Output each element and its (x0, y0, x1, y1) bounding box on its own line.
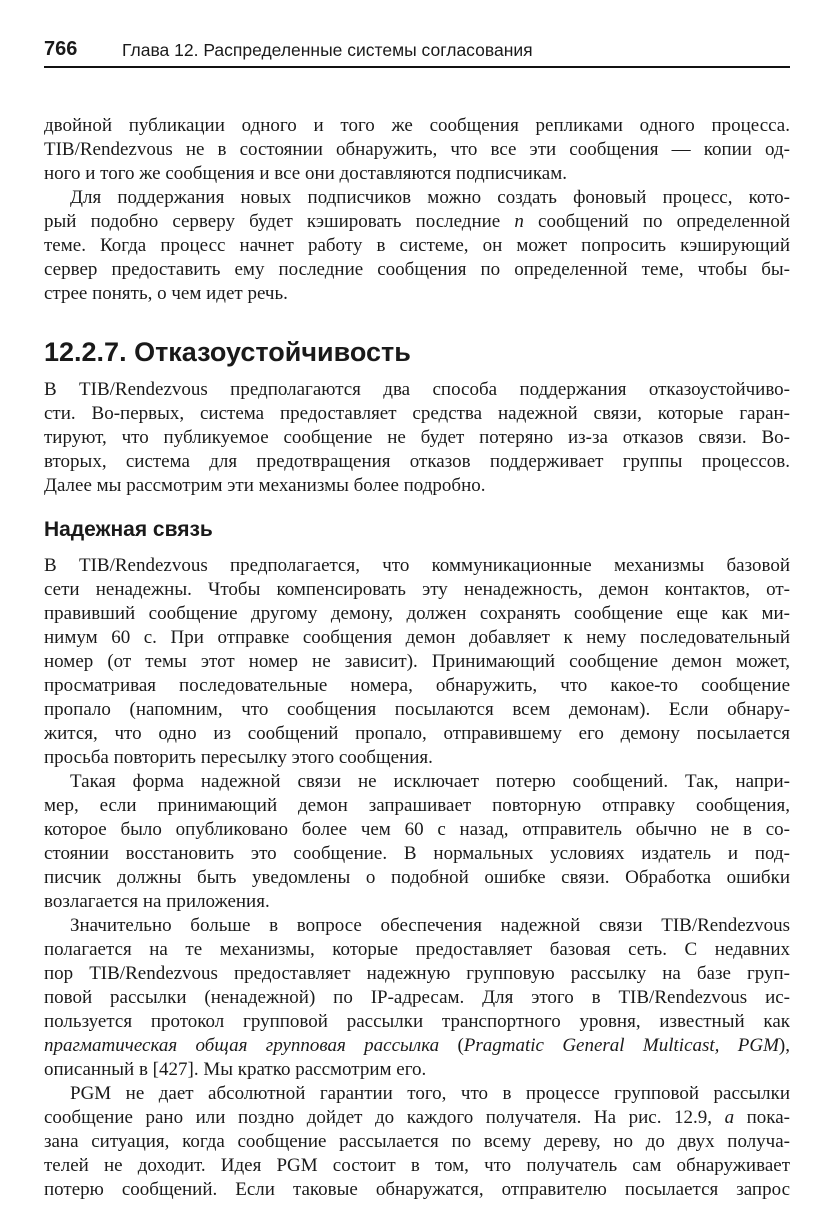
section-heading: 12.2.7. Отказоустойчивость (44, 337, 411, 367)
text-line (44, 114, 790, 138)
text-segment: стоянии восстановить это сообщение. В нормальных условиях издатель и под- (44, 843, 790, 864)
text-line (44, 674, 790, 698)
text-segment: сервер предоставить ему последние сообщения по определенной теме, чтобы бы- (44, 259, 790, 280)
text-line (44, 626, 790, 650)
text-segment: ), (778, 1035, 790, 1056)
text-line (44, 554, 790, 578)
text-line (44, 1058, 790, 1082)
subsection-heading: Надежная связь (44, 518, 213, 541)
text-segment: вторых, система для предотвращения отказов поддерживает группы процессов. (44, 451, 790, 472)
text-line (44, 770, 790, 794)
text-line (44, 450, 790, 474)
italic-text: n (514, 211, 524, 232)
text-line (44, 890, 790, 914)
chapter-title: Глава 12. Распределенные системы согласования (122, 40, 533, 60)
text-line (44, 866, 790, 890)
text-line (44, 818, 790, 842)
text-line (44, 1154, 790, 1178)
text-line (44, 138, 790, 162)
text-segment: пор TIB/Rendezvous предоставляет надежную групповую рассылку на базе груп- (44, 963, 790, 984)
text-line (44, 186, 790, 210)
text-segment: двойной публикации одного и того же сообщения репликами одного процесса. (44, 115, 790, 136)
text-line (44, 1010, 790, 1034)
text-segment: жится, что одно из сообщений пропало, отправившему его демону посылается (44, 723, 790, 744)
text-line (44, 746, 790, 770)
text-segment: зана ситуация, когда сообщение рассылается по всему дереву, но до двух получа- (44, 1131, 790, 1152)
text-segment: рый подобно серверу будет кэшировать последние (44, 211, 515, 232)
italic-text: Pragmatic General Multicast, PGM (463, 1035, 779, 1056)
paragraph (44, 554, 790, 770)
text-segment: PGM не дает абсолютной гарантии того, что в процессе групповой рассылки (70, 1083, 790, 1104)
text-segment: теме. Когда процесс начнет работу в системе, он может попросить кэширующий (44, 235, 790, 256)
text-line (44, 282, 790, 306)
text-segment: телей не доходит. Идея PGM состоит в том, что получатель сам обнаруживает (44, 1155, 790, 1176)
text-segment: Далее мы рассмотрим эти механизмы более подробно. (44, 475, 486, 496)
text-line (44, 378, 790, 402)
text-line (44, 698, 790, 722)
text-line (44, 402, 790, 426)
text-segment: сообщение рано или поздно дойдет до каждого получателя. На рис. 12.9, (44, 1107, 725, 1128)
text-line (44, 986, 790, 1010)
text-segment: ного и того же сообщения и все они доставляются подписчикам. (44, 163, 567, 184)
text-segment: нимум 60 с. При отправке сообщения демон добавляет к нему последовательный (44, 627, 790, 648)
italic-text: прагматическая общая групповая рассылка (44, 1035, 440, 1056)
text-segment: В TIB/Rendezvous предполагаются два способа поддержания отказоустойчиво- (44, 379, 790, 400)
text-line (44, 794, 790, 818)
text-line (44, 1034, 790, 1058)
paragraph (44, 378, 790, 498)
text-line (44, 1082, 790, 1106)
text-segment: Для поддержания новых подписчиков можно создать фоновый процесс, кото- (70, 187, 790, 208)
text-line (44, 234, 790, 258)
text-segment: правивший сообщение другому демону, должен сохранять сообщение еще как ми- (44, 603, 790, 624)
paragraph (44, 186, 790, 306)
text-segment: пользуется протокол групповой рассылки транспортного уровня, известный как (44, 1011, 790, 1032)
text-segment: просьба повторить пересылку этого сообщения. (44, 747, 433, 768)
text-segment: тируют, что публикуемое сообщение не будет потеряно из-за отказов связи. Во- (44, 427, 790, 448)
text-segment: Такая форма надежной связи не исключает потерю сообщений. Так, напри- (70, 771, 790, 792)
text-segment: ( (439, 1035, 464, 1056)
text-segment: повой рассылки (ненадежной) по IP-адресам. Для этого в TIB/Rendezvous ис- (44, 987, 790, 1008)
text-segment: стрее понять, о чем идет речь. (44, 283, 288, 304)
text-segment: мер, если принимающий демон запрашивает повторную отправку сообщения, (44, 795, 790, 816)
text-line (44, 962, 790, 986)
text-line (44, 210, 790, 234)
italic-text: а (724, 1107, 735, 1128)
text-line (44, 650, 790, 674)
paragraph (44, 914, 790, 1082)
text-segment: сообщений по определенной (523, 211, 790, 232)
text-line (44, 426, 790, 450)
page-number: 766 (44, 38, 78, 60)
text-line (44, 258, 790, 282)
text-segment: В TIB/Rendezvous предполагается, что коммуникационные механизмы базовой (44, 555, 790, 576)
text-segment: писчик должны быть уведомлены о подобной ошибке связи. Обработка ошибки (44, 867, 790, 888)
text-segment: полагается на те механизмы, которые предоставляет базовая сеть. С недавних (44, 939, 790, 960)
text-segment: пропало (напомним, что сообщения посылаются всем демонам). Если обнару- (44, 699, 790, 720)
text-line (44, 1106, 790, 1130)
text-line (44, 162, 790, 186)
text-line (44, 602, 790, 626)
text-segment: TIB/Rendezvous не в состоянии обнаружить, что все эти сообщения — копии од- (44, 139, 790, 160)
text-segment: которое было опубликовано более чем 60 с назад, отправитель обычно не в со- (44, 819, 790, 840)
paragraph (44, 114, 790, 186)
text-segment: сти. Во-первых, система предоставляет средства надежной связи, которые гаран- (44, 403, 790, 424)
text-segment: описанный в [427]. Мы кратко рассмотрим его. (44, 1059, 427, 1080)
text-line (44, 474, 790, 498)
text-line (44, 914, 790, 938)
running-header (44, 38, 790, 68)
text-segment: Значительно больше в вопросе обеспечения надежной связи TIB/Rendezvous (70, 915, 790, 936)
text-segment: пока- (734, 1107, 790, 1128)
text-line (44, 938, 790, 962)
text-segment: сети ненадежны. Чтобы компенсировать эту ненадежность, демон контактов, от- (44, 579, 790, 600)
text-line (44, 842, 790, 866)
text-line (44, 1178, 790, 1202)
text-segment: потерю сообщений. Если таковые обнаружатся, отправителю посылается запрос (44, 1179, 790, 1200)
text-segment: просматривая последовательные номера, обнаружить, что какое-то сообщение (44, 675, 790, 696)
text-line (44, 578, 790, 602)
paragraph (44, 770, 790, 914)
text-segment: номер (от темы этот номер не зависит). Принимающий сообщение демон может, (44, 651, 790, 672)
text-line (44, 1130, 790, 1154)
text-segment: возлагается на приложения. (44, 891, 270, 912)
paragraph (44, 1082, 790, 1202)
text-line (44, 722, 790, 746)
